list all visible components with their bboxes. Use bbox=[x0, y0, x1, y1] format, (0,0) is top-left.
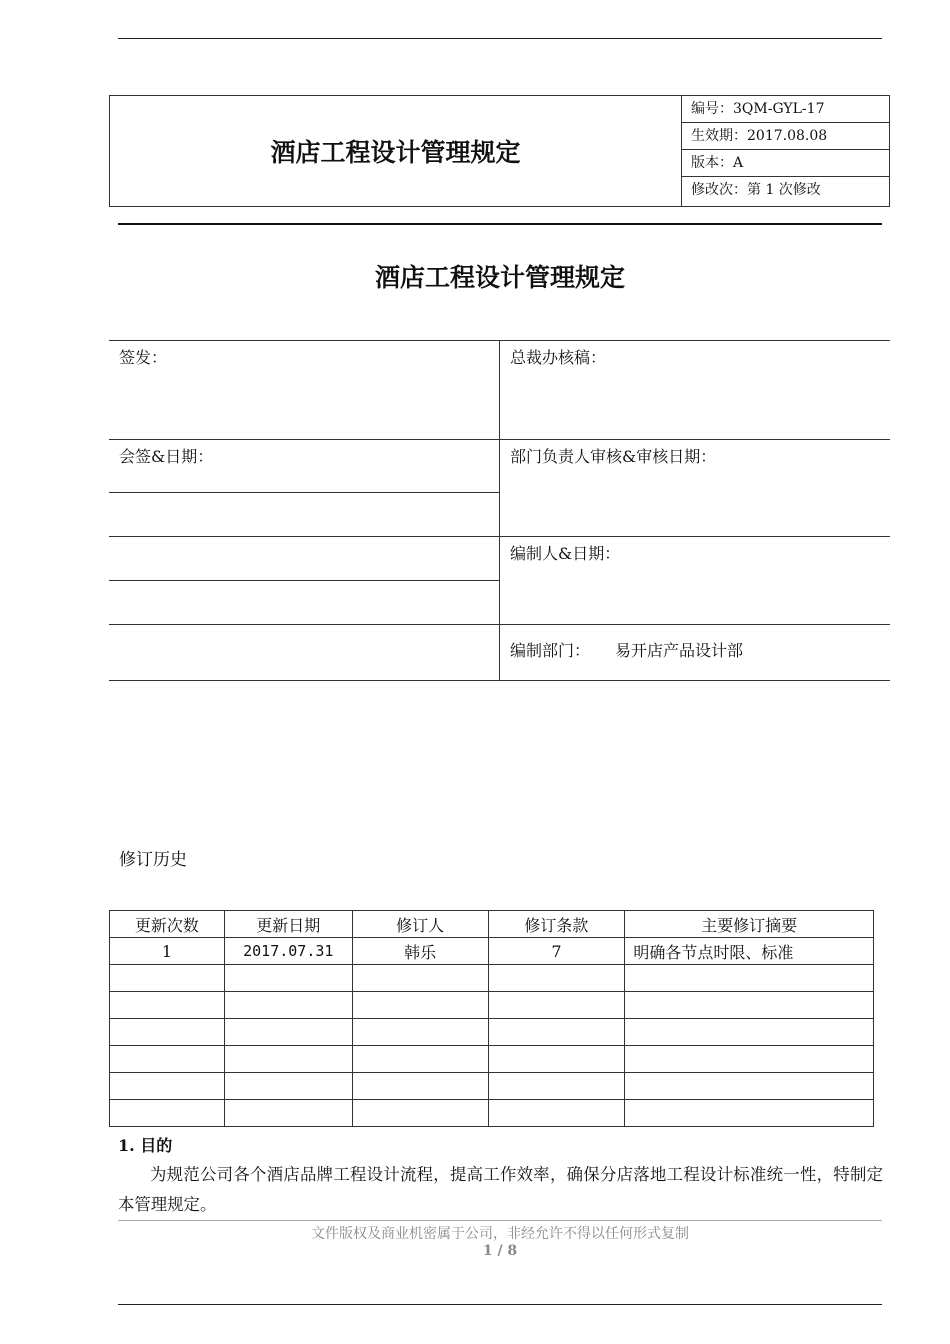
cell-summary bbox=[625, 1019, 874, 1046]
document-header bbox=[109, 95, 890, 207]
col-header-clause: 修订条款 bbox=[488, 911, 625, 938]
cell-reviser: 韩乐 bbox=[352, 938, 488, 965]
cell-date bbox=[224, 1046, 352, 1073]
cell-date bbox=[224, 1019, 352, 1046]
signoff-grid bbox=[109, 340, 890, 681]
issue-cell bbox=[109, 340, 500, 440]
col-header-summary: 主要修订摘要 bbox=[625, 911, 874, 938]
cell-clause: 7 bbox=[488, 938, 625, 965]
cell-count bbox=[110, 1046, 225, 1073]
author-dept-cell bbox=[500, 624, 890, 681]
cell-reviser bbox=[352, 1073, 488, 1100]
col-header-date: 更新日期 bbox=[224, 911, 352, 938]
footer-rule bbox=[118, 1220, 882, 1221]
doc-version: 版本：A bbox=[682, 150, 890, 177]
dept-head-cell bbox=[500, 439, 890, 537]
countersign-label: 会签&日期： bbox=[119, 447, 214, 466]
table-row bbox=[110, 1073, 874, 1100]
author-cell bbox=[500, 536, 890, 625]
revision-count: 修改次：第 1 次修改 bbox=[691, 182, 821, 198]
header-meta bbox=[681, 96, 890, 206]
countersign-blank-4 bbox=[109, 624, 500, 681]
table-row bbox=[110, 938, 874, 965]
table-row bbox=[110, 965, 874, 992]
header-title: 酒店工程设计管理规定 bbox=[270, 138, 521, 167]
cell-date bbox=[224, 1100, 352, 1127]
cell-clause bbox=[488, 1100, 625, 1127]
cell-summary bbox=[625, 1073, 874, 1100]
col-header-reviser: 修订人 bbox=[352, 911, 488, 938]
table-row bbox=[110, 992, 874, 1019]
cell-summary bbox=[625, 1100, 874, 1127]
president-office-cell bbox=[500, 340, 890, 440]
countersign-blank-1 bbox=[109, 492, 500, 537]
section-body-purpose: 为规范公司各个酒店品牌工程设计流程，提高工作效率，确保分店落地工程设计标准统一性，特制定本管理规定。 bbox=[118, 1165, 883, 1214]
cell-date: 2017.07.31 bbox=[224, 938, 352, 965]
author-label: 编制人&日期： bbox=[510, 544, 621, 563]
cell-clause bbox=[488, 965, 625, 992]
cell-count bbox=[110, 1073, 225, 1100]
cell-count bbox=[110, 965, 225, 992]
cell-clause bbox=[488, 1019, 625, 1046]
section-heading-purpose: 1. 目的 bbox=[118, 1136, 173, 1155]
effective-date: 生效期：2017.08.08 bbox=[682, 123, 890, 150]
document-title: 酒店工程设计管理规定 bbox=[374, 263, 625, 292]
author-dept-label: 编制部门： bbox=[510, 641, 591, 660]
cell-count: 1 bbox=[110, 938, 225, 965]
cell-date bbox=[224, 965, 352, 992]
cell-count bbox=[110, 1019, 225, 1046]
cell-date bbox=[224, 1073, 352, 1100]
cell-summary bbox=[625, 965, 874, 992]
bottom-rule bbox=[118, 1304, 882, 1305]
cell-count bbox=[110, 992, 225, 1019]
copyright-notice: 文件版权及商业机密属于公司，非经允许不得以任何形式复制 bbox=[311, 1226, 689, 1242]
president-office-label: 总裁办核稿： bbox=[510, 348, 607, 367]
cell-date bbox=[224, 992, 352, 1019]
cell-clause bbox=[488, 992, 625, 1019]
header-divider bbox=[118, 223, 882, 225]
cell-reviser bbox=[352, 1019, 488, 1046]
cell-reviser bbox=[352, 992, 488, 1019]
dept-head-label: 部门负责人审核&审核日期： bbox=[510, 447, 717, 466]
cell-reviser bbox=[352, 1046, 488, 1073]
cell-reviser bbox=[352, 965, 488, 992]
cell-count bbox=[110, 1100, 225, 1127]
cell-clause bbox=[488, 1073, 625, 1100]
cell-summary: 明确各节点时限、标准 bbox=[625, 938, 874, 965]
table-row bbox=[110, 1019, 874, 1046]
issue-label: 签发： bbox=[119, 348, 168, 367]
cell-clause bbox=[488, 1046, 625, 1073]
doc-code: 编号：3QM-GYL-17 bbox=[682, 96, 890, 123]
cell-summary bbox=[625, 1046, 874, 1073]
countersign-blank-3 bbox=[109, 580, 500, 625]
page-number: 1 / 8 bbox=[482, 1243, 518, 1259]
cell-reviser bbox=[352, 1100, 488, 1127]
col-header-count: 更新次数 bbox=[110, 911, 225, 938]
top-rule bbox=[118, 38, 882, 39]
countersign-blank-2 bbox=[109, 536, 500, 581]
author-dept-value: 易开店产品设计部 bbox=[615, 641, 744, 660]
revision-history-label: 修订历史 bbox=[119, 850, 187, 870]
table-header-row bbox=[110, 911, 874, 938]
revision-table bbox=[109, 910, 874, 1127]
cell-summary bbox=[625, 992, 874, 1019]
table-row bbox=[110, 1046, 874, 1073]
table-row bbox=[110, 1100, 874, 1127]
countersign-cell bbox=[109, 439, 500, 493]
